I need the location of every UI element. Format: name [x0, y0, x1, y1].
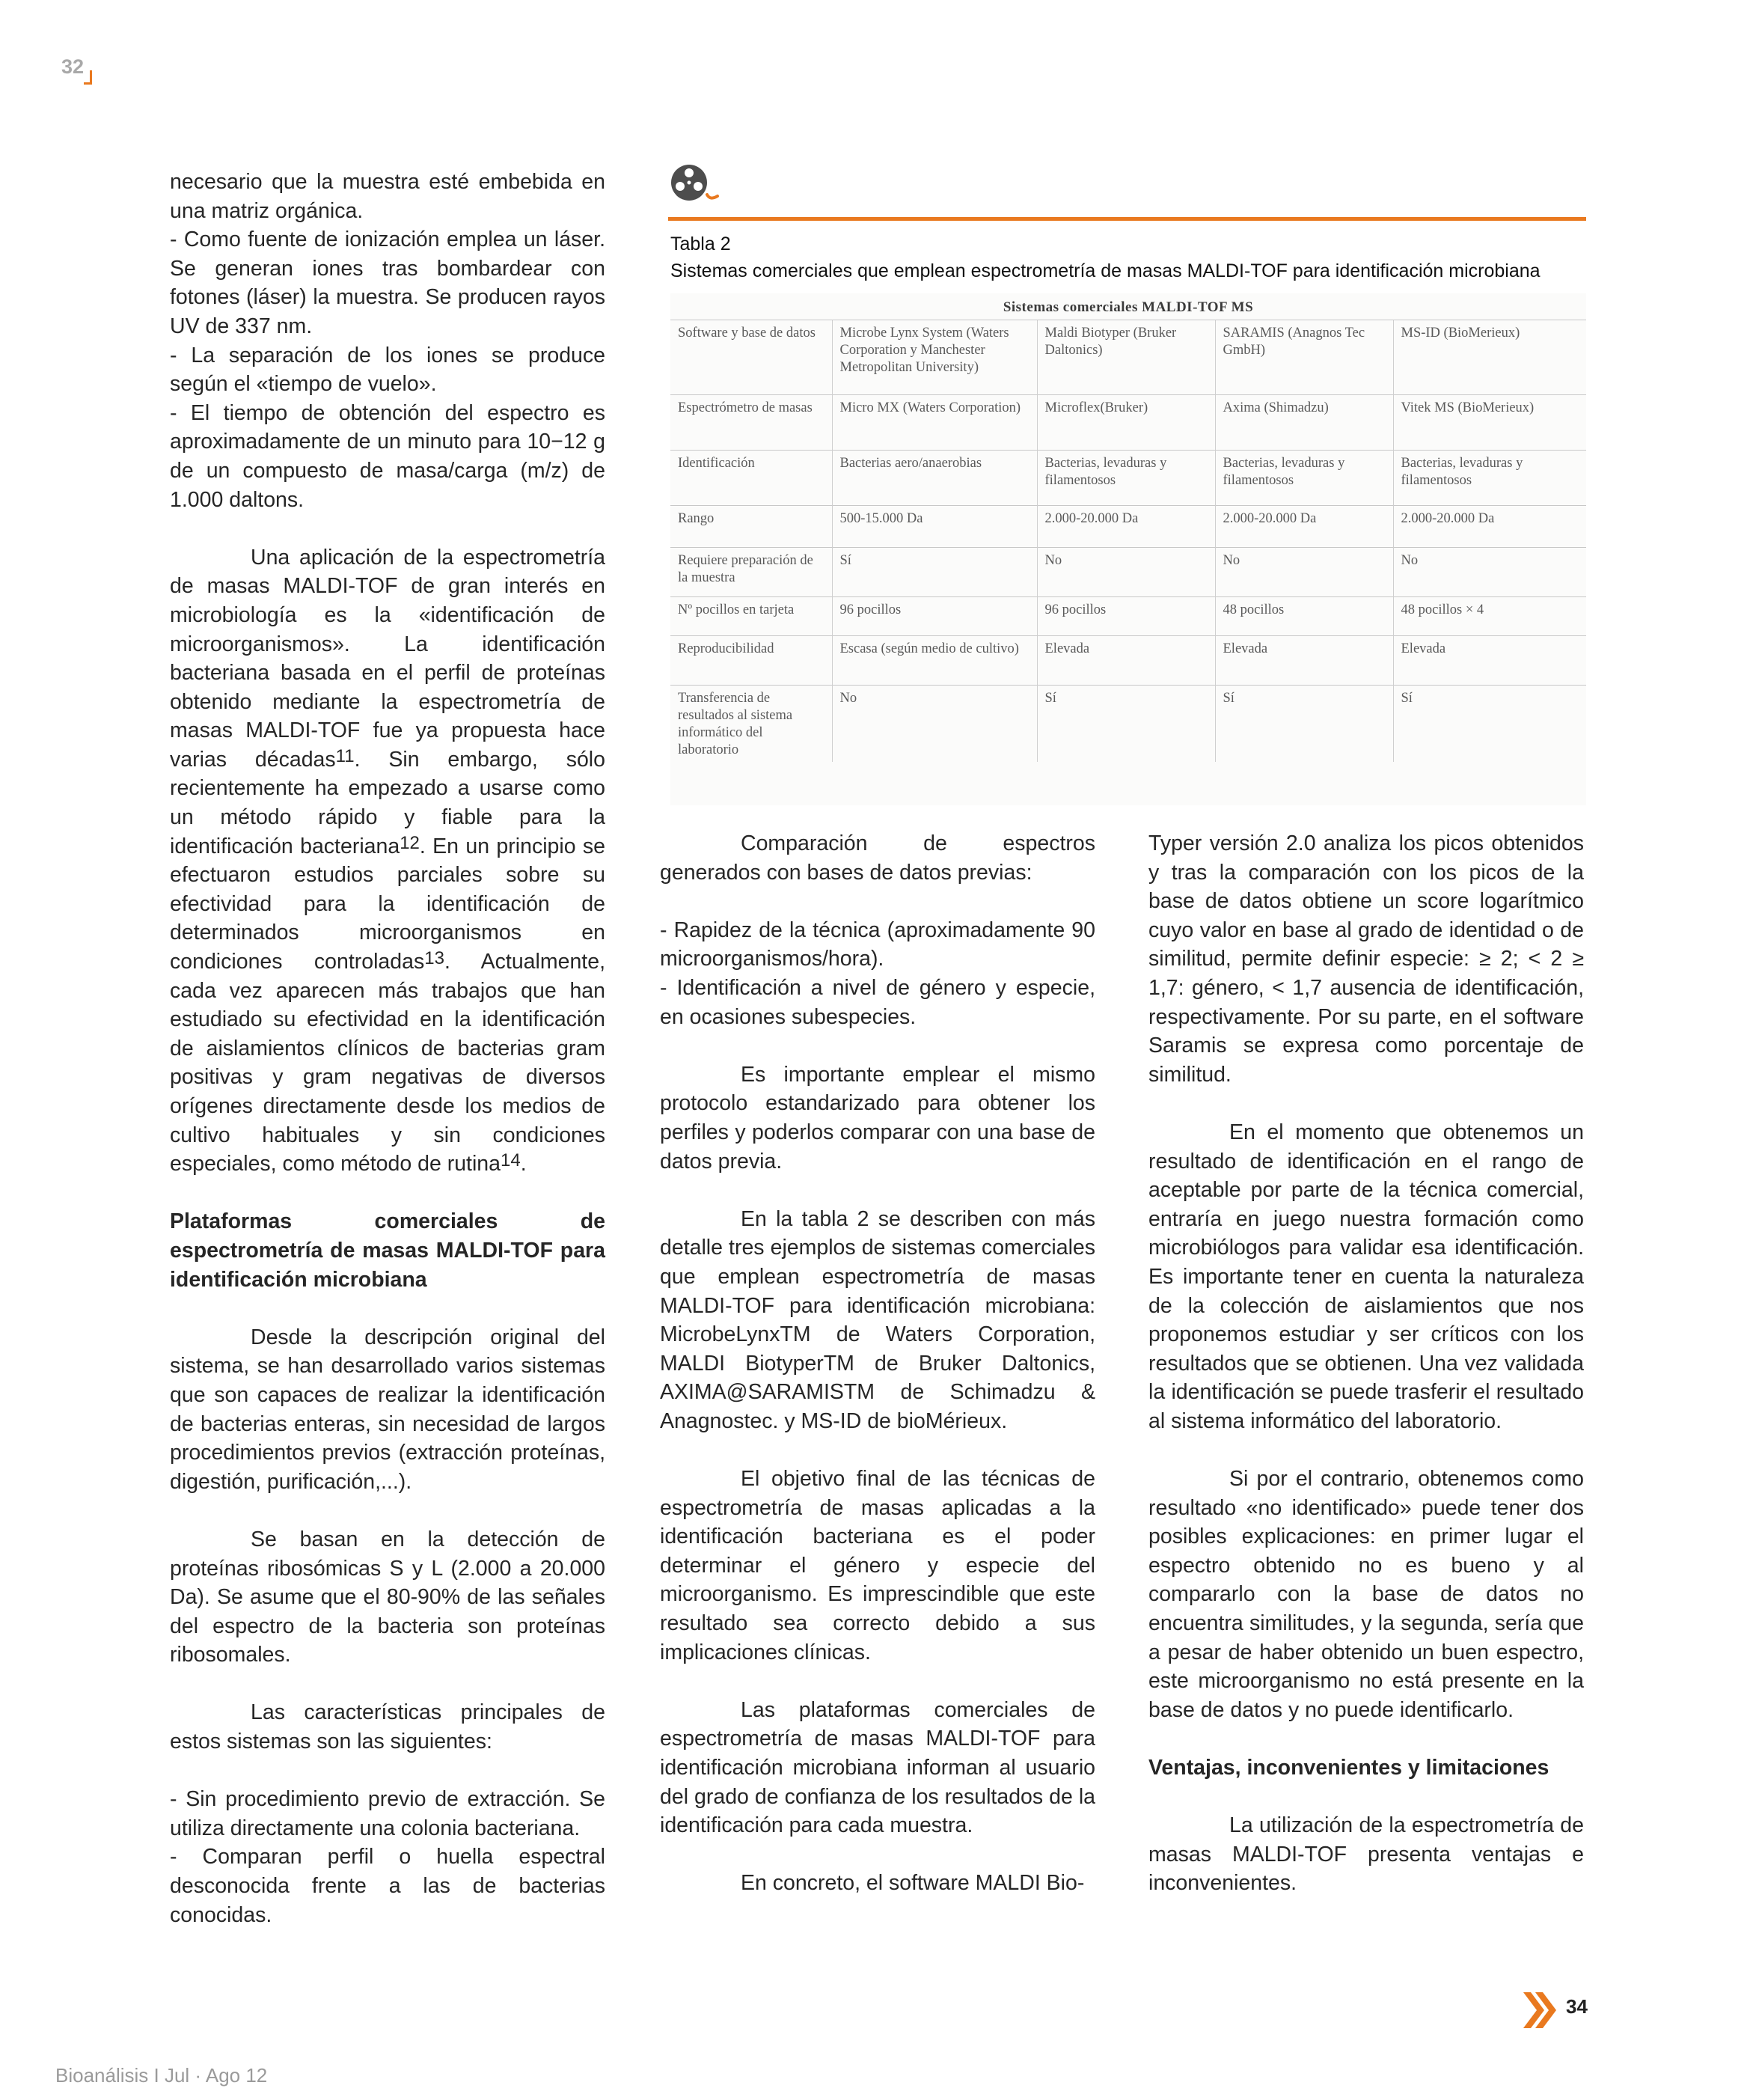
page-number-bottom: 34 — [1566, 1995, 1588, 2018]
table-row-header: Reproducibilidad — [670, 636, 832, 686]
table-row — [670, 636, 1586, 686]
table-row — [670, 686, 1586, 763]
paragraph: Si por el contrario, obtenemos como resultado «no identificado» puede tener dos posibles explicaciones: en primer lugar el espectro obtenido no es bueno y al compararlo con la base de datos no encuentra similitudes, y la segunda, sería que a pesar de haber obtenido un buen espectro, este microorganismo no está presente en la base de datos y no puede identificarlo. — [1148, 1467, 1584, 1722]
reference-superscript: 14 — [501, 1150, 521, 1171]
text-column-middle — [660, 829, 1095, 1898]
table-label: Tabla 2 — [670, 233, 731, 254]
text-column-left — [170, 168, 605, 1929]
paragraph: necesario que la muestra esté embebida en una matriz orgánica. — [170, 170, 605, 223]
section-heading: Ventajas, inconvenientes y limitaciones — [1148, 1756, 1549, 1780]
paragraph: Las plataformas comerciales de espectrometría de masas MALDI-TOF para identificación microbiana informan al usuario del grado de confianza de los resultados de la identificación para cada muestra. — [660, 1697, 1095, 1838]
table-cell: Microflex(Bruker) — [1037, 395, 1215, 451]
table-cell: Escasa (según medio de cultivo) — [832, 636, 1037, 686]
paragraph: - La separación de los iones se produce según el «tiempo de vuelo». — [170, 343, 605, 397]
table-cell: Elevada — [1037, 636, 1215, 686]
text-column-right — [1148, 829, 1584, 1898]
table-row-header: Identificación — [670, 451, 832, 506]
table-cell: 2.000-20.000 Da — [1215, 506, 1393, 548]
text-run: Una aplicación de la espectrometría de masas MALDI-TOF de gran interés en microbiología es la «identificación de microorganismos». La identificación bacteriana basada en el perfil de proteínas obtenido mediante la espectrometría de masas MALDI-TOF fue ya propuesta hace varias décadas — [170, 545, 605, 772]
paragraph: - Comparan perfil o huella espectral desconocida frente a las de bacterias conocidas. — [170, 1845, 605, 1927]
page-number-top — [61, 55, 84, 79]
text-run: . Actualmente, cada vez aparecen más trabajos que han estudiado su efectividad en la identificación de aislamientos clínicos de bacterias gram positivas y gram negativas de diversos orígenes directamente desde los medios de cultivo habituales y sin condiciones especiales, como método de rutina — [170, 950, 605, 1176]
table-row — [670, 451, 1586, 506]
table-row-header: Requiere preparación de la muestra — [670, 548, 832, 597]
table-cell: 2.000-20.000 Da — [1037, 506, 1215, 548]
paragraph: Typer versión 2.0 analiza los picos obtenidos y tras la comparación con los picos de la base de datos obtiene un score logarítmico cuyo valor en base al grado de identidad o de similitud, permite definir especie: ≥ 2; < 2 ≥ 1,7: género, < 1,7 ausencia de identificación, respectivamente. Por su parte, en el software Saramis se expresa como porcentaje de similitud. — [1148, 831, 1584, 1087]
paragraph: En la tabla 2 se describen con más detalle tres ejemplos de sistemas comerciales que emplean espectrometría de masas MALDI-TOF para identificación microbiana: MicrobeLynxTM de Waters Corporation, MALDI BiotyperTM de Bruker Daltonics, AXIMA@SARAMISTM de Schimadzu & Anagnostec. y MS-ID de bioMérieux. — [660, 1206, 1095, 1433]
paragraph: - Sin procedimiento previo de extracción. Se utiliza directamente una colonia bacteriana. — [170, 1787, 605, 1840]
table-cell: No — [1393, 548, 1586, 597]
text-run: . — [520, 1152, 527, 1176]
table-cell: MS-ID (BioMerieux) — [1393, 320, 1586, 395]
table-cell: Sí — [832, 548, 1037, 597]
paragraph: - El tiempo de obtención del espectro es aproximadamente de un minuto para 10−12 g de un compuesto de masa/carga (m/z) de 1.000 daltons. — [170, 400, 605, 512]
table-row — [670, 395, 1586, 451]
table-cell: Bacterias, levaduras y filamentosos — [1215, 451, 1393, 506]
table-cell: No — [832, 686, 1037, 763]
table-cell: Microbe Lynx System (Waters Corporation y Manchester Metropolitan University) — [832, 320, 1037, 395]
table-cell: Sí — [1037, 686, 1215, 763]
table-title: Sistemas comerciales MALDI-TOF MS — [1003, 299, 1254, 315]
table-cell: Micro MX (Waters Corporation) — [832, 395, 1037, 451]
paragraph: Desde la descripción original del sistema, se han desarrollado varios sistemas que son capaces de realizar la identificación de bacterias enteras, sin necesidad de largos procedimientos previos (extracción proteínas, digestión, purificación,...). — [170, 1325, 605, 1494]
comparison-table — [670, 293, 1586, 762]
table-row — [670, 597, 1586, 636]
table-cell: Bacterias, levaduras y filamentosos — [1393, 451, 1586, 506]
table-cell: Axima (Shimadzu) — [1215, 395, 1393, 451]
paragraph: El objetivo final de las técnicas de espectrometría de masas aplicadas a la identificación bacteriana es el poder determinar el género y especie del microorganismo. Es imprescindible que este resultado sea correcto debido a sus implicaciones clínicas. — [660, 1467, 1095, 1664]
table-cell: 48 pocillos × 4 — [1393, 597, 1586, 636]
table-row-header: Software y base de datos — [670, 320, 832, 395]
paragraph-maldi-application — [170, 543, 605, 1179]
text-run: . En un principio se efectuaron estudios parciales sobre su efectividad para la identificación de determinados microorganismos en condiciones controladas — [170, 834, 605, 974]
paragraph: Las características principales de estos sistemas son las siguientes: — [170, 1700, 605, 1754]
table-caption-text: Sistemas comerciales que emplean espectrometría de masas MALDI-TOF para identificación microbiana — [670, 260, 1541, 281]
table-row-header: Nº pocillos en tarjeta — [670, 597, 832, 636]
corner-tick-decoration — [84, 70, 92, 85]
table-cell: 2.000-20.000 Da — [1393, 506, 1586, 548]
table-cell: Bacterias aero/anaerobias — [832, 451, 1037, 506]
reference-superscript: 12 — [400, 832, 420, 853]
paragraph: Es importante emplear el mismo protocolo estandarizado para obtener los perfiles y poderlos comparar con una base de datos previa. — [660, 1062, 1095, 1173]
reference-superscript: 13 — [424, 948, 444, 969]
page-number-top-text: 32 — [61, 55, 85, 78]
table-cell: SARAMIS (Anagnos Tec GmbH) — [1215, 320, 1393, 395]
paragraph: Comparación de espectros generados con bases de datos previas: — [660, 831, 1095, 885]
table-row-header: Espectrómetro de masas — [670, 395, 832, 451]
reference-superscript: 11 — [335, 745, 355, 766]
table-cell: Sí — [1393, 686, 1586, 763]
table-cell: No — [1215, 548, 1393, 597]
paragraph: - Como fuente de ionización emplea un láser. Se generan iones tras bombardear con fotones (láser) la muestra. Se producen rayos UV de 337 nm. — [170, 228, 605, 338]
table-cell: Vitek MS (BioMerieux) — [1393, 395, 1586, 451]
table-cell: Sí — [1215, 686, 1393, 763]
page-footer: Bioanálisis I Jul · Ago 12 — [55, 2064, 268, 2087]
table-cell: 96 pocillos — [832, 597, 1037, 636]
table-image — [670, 293, 1586, 805]
table-cell: Maldi Biotyper (Bruker Daltonics) — [1037, 320, 1215, 395]
table-cell: No — [1037, 548, 1215, 597]
film-reel-icon — [668, 162, 723, 212]
table-cell: Elevada — [1215, 636, 1393, 686]
table-caption — [670, 231, 1541, 284]
table-cell: Elevada — [1393, 636, 1586, 686]
table-row — [670, 548, 1586, 597]
table-cell: Bacterias, levaduras y filamentosos — [1037, 451, 1215, 506]
table-cell: 48 pocillos — [1215, 597, 1393, 636]
paragraph: En el momento que obtenemos un resultado de identificación en el rango de aceptable por parte de la técnica comercial, entraría en juego nuestra formación como microbiólogos para validar esa identificación. Es importante tener en cuenta la naturaleza de la colección de aislamientos que nos proponemos estudiar y ser críticos con los resultados que se obtienen. Una vez validada la identificación se puede trasferir el resultado al sistema informático del laboratorio. — [1148, 1120, 1584, 1433]
table-row-header: Transferencia de resultados al sistema informático del laboratorio — [670, 686, 832, 763]
table-header-rule — [668, 217, 1586, 221]
table-row — [670, 320, 1586, 395]
paragraph: - Rapidez de la técnica (aproximadamente 90 microorganismos/hora). — [660, 918, 1095, 971]
section-heading: Plataformas comerciales de espectrometría de masas MALDI-TOF para identificación microbiana — [170, 1209, 605, 1292]
double-chevron-icon — [1522, 1991, 1559, 2033]
table-cell: 500-15.000 Da — [832, 506, 1037, 548]
paragraph: La utilización de la espectrometría de masas MALDI-TOF presenta ventajas e inconvenientes. — [1148, 1813, 1584, 1896]
table-row — [670, 506, 1586, 548]
table-cell: 96 pocillos — [1037, 597, 1215, 636]
text-run: . Sin embargo, sólo recientemente ha empezado a usarse como un método rápido y fiable para la identificación bacteriana — [170, 747, 605, 858]
paragraph: Se basan en la detección de proteínas ribosómicas S y L (2.000 a 20.000 Da). Se asume que el 80-90% de las señales del espectro de la bacteria son proteínas ribosomales. — [170, 1527, 605, 1667]
table-row-header: Rango — [670, 506, 832, 548]
paragraph: En concreto, el software MALDI Bio- — [741, 1871, 1085, 1896]
paragraph: - Identificación a nivel de género y especie, en ocasiones subespecies. — [660, 975, 1095, 1029]
